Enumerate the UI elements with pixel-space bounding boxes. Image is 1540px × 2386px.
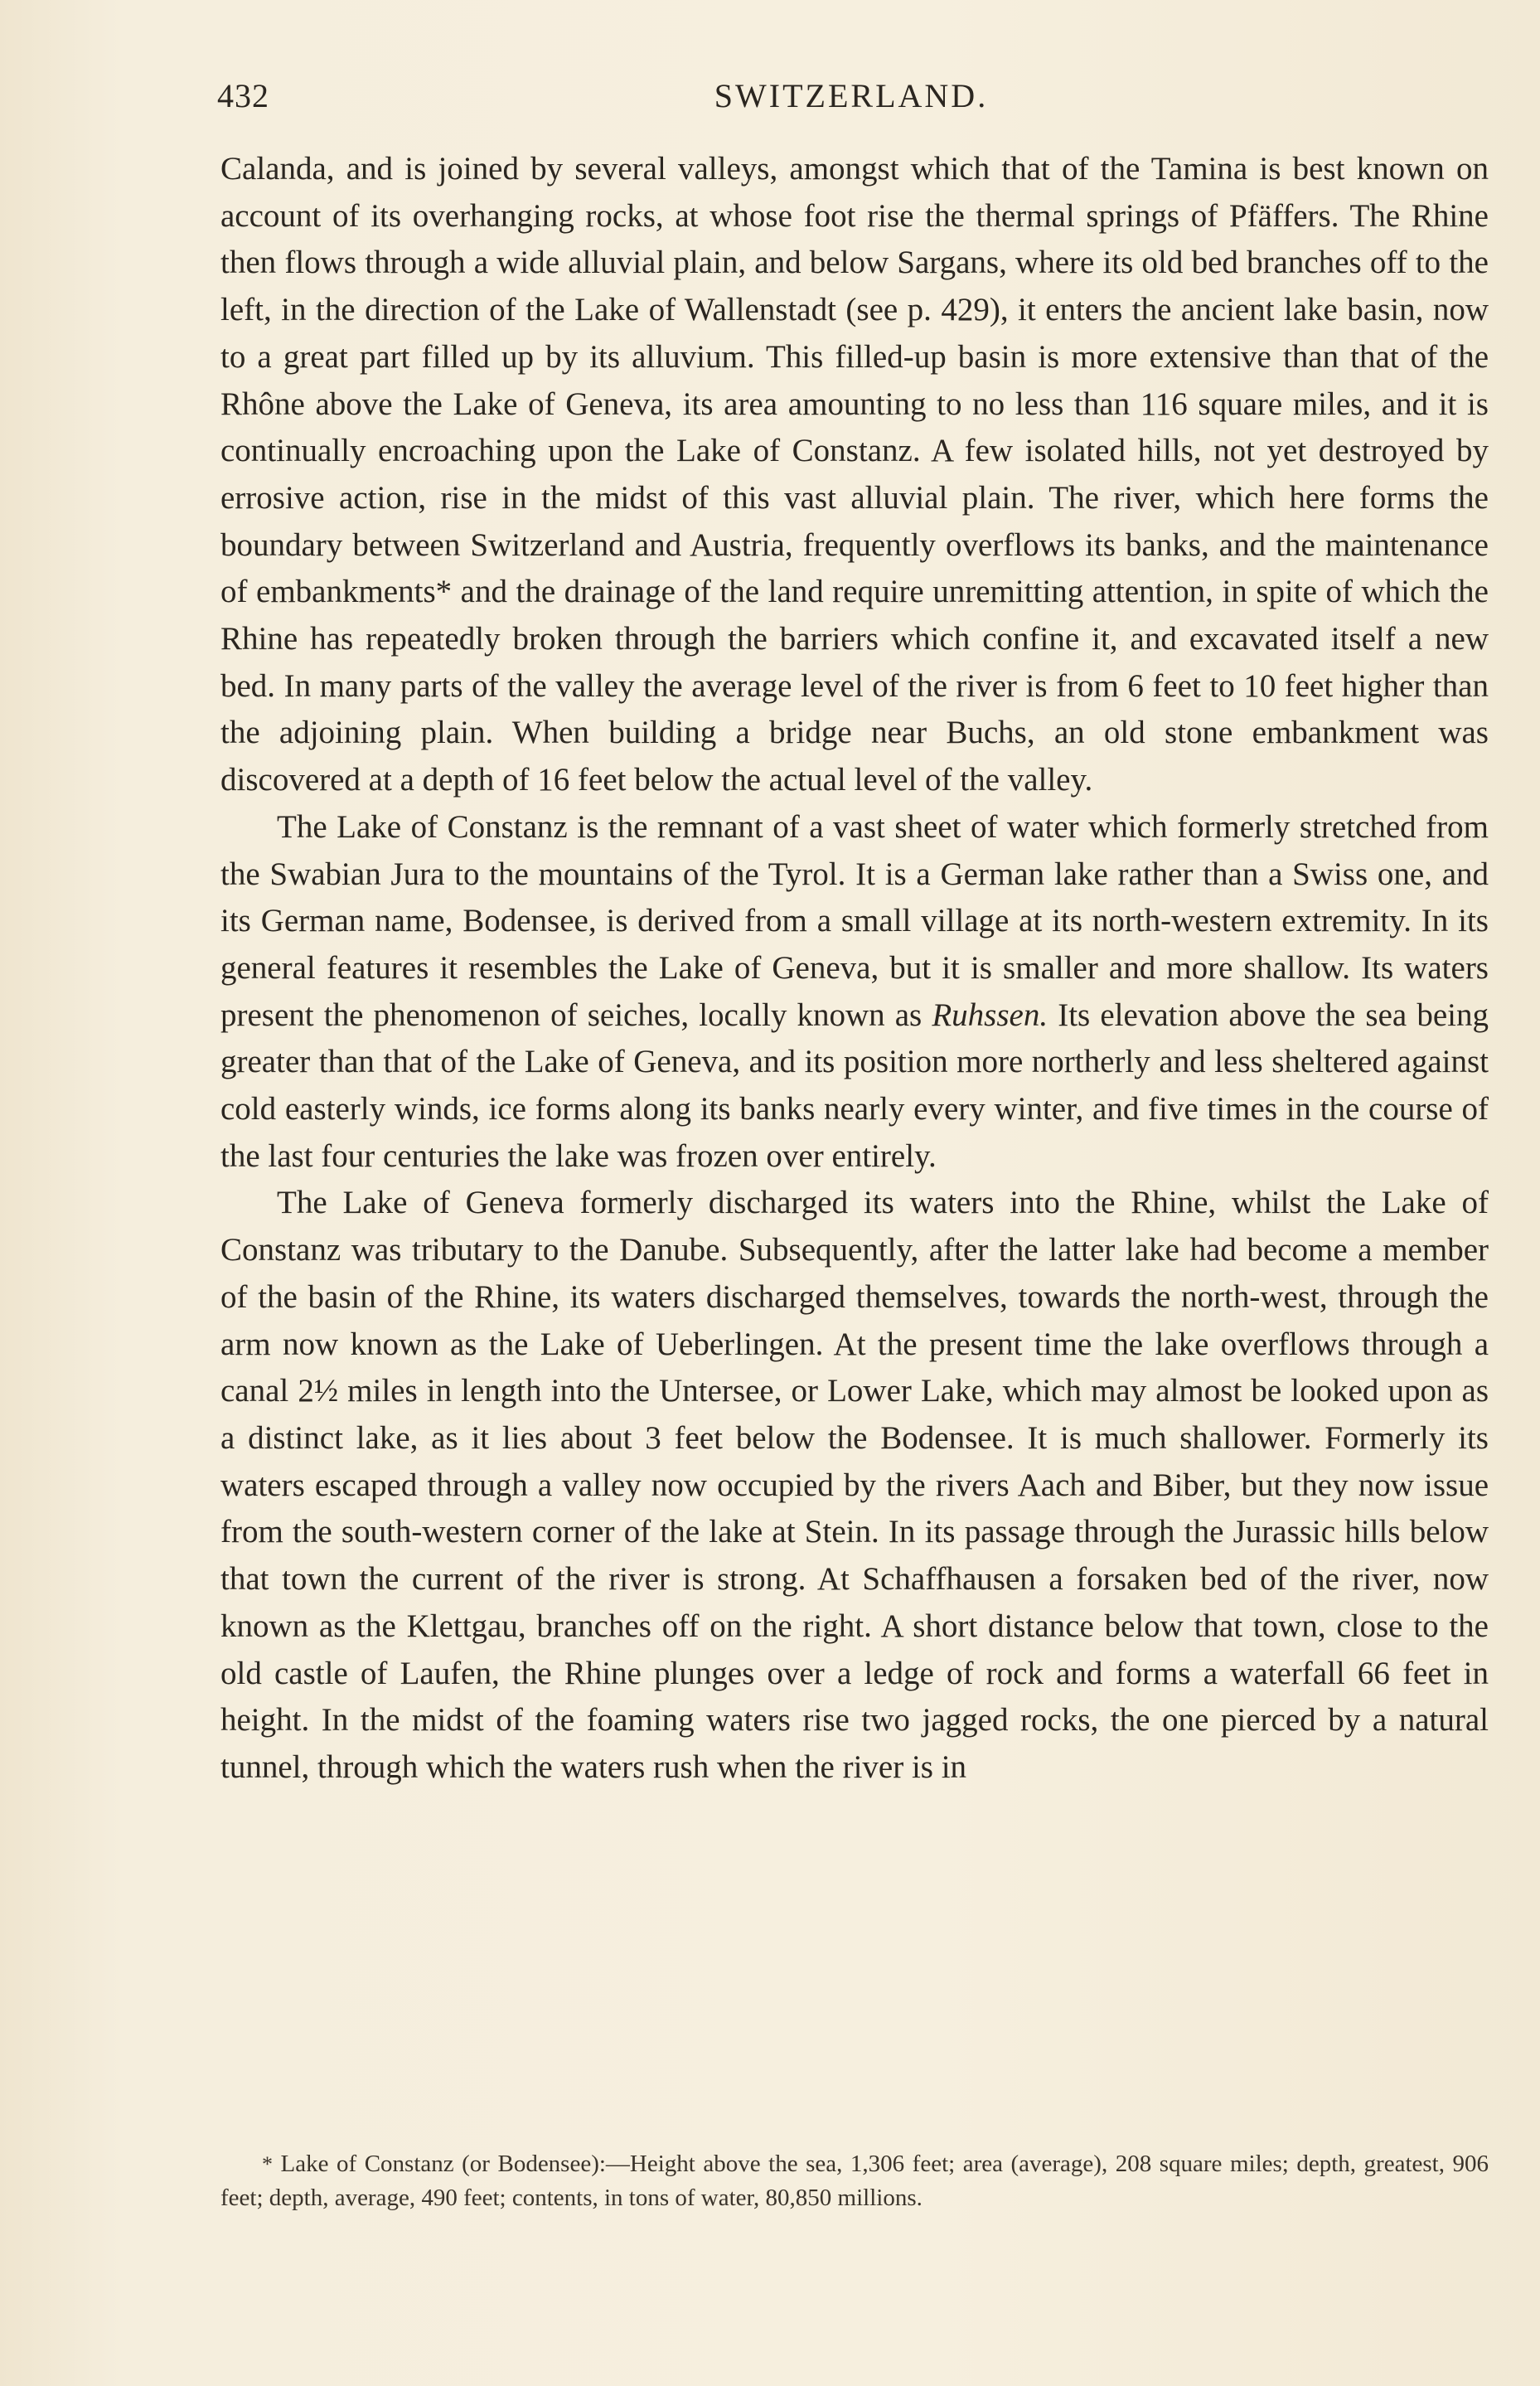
running-title: SWITZERLAND. (714, 77, 989, 114)
paragraph-2-text-rest: Its elevation above the sea being greater than that of the Lake of Geneva, and its position more northerly and less sheltered against cold easterly winds, ice forms along its banks nearly every winter, and five times in the course of the last four centuries the lake was frozen over entirely. (220, 997, 1489, 1174)
footnote-mark: * (262, 2152, 273, 2176)
paragraph-1-text: Calanda, and is joined by several valleys, amongst which that of the Tamina is best known on account of its overhanging rocks, at whose foot rise the thermal springs of Pfäffers. The Rhine then flows through a wide alluvial plain, and below Sargans, where its old bed branches off to the left, in the direction of the Lake of Wallenstadt (see p. 429), it enters the ancient lake basin, now to a great part filled up by its alluvium. This filled-up basin is more extensive than that of the Rhône above the Lake of Geneva, its area amounting to no less than 116 square miles, and it is continually encroaching upon the Lake of Constanz. A few isolated hills, not yet destroyed by errosive action, rise in the midst of this vast alluvial plain. The river, which here forms the boundary between Switzerland and Austria, frequently overflows its banks, and the maintenance of embankments (220, 151, 1489, 610)
italic-term: Ruhssen. (932, 997, 1048, 1033)
page-header (217, 76, 1485, 118)
footnote (220, 2147, 1489, 2214)
paragraph-1-text-rest: and the drainage of the land require unremitting attention, in spite of which the Rhine has repeatedly broken through the barriers which confine it, and excavated itself a new bed. In many parts of the valley the average level of the river is from 6 feet to 10 feet higher than the adjoining plain. When building a bridge near Buchs, an old stone embankment was discovered at a depth of 16 feet below the actual level of the valley. (220, 574, 1489, 798)
page-number: 432 (217, 77, 269, 114)
footnotes (220, 2147, 1489, 2214)
paragraph-2 (220, 804, 1489, 1181)
paragraph-2-text: The Lake of Constanz is the remnant of a vast sheet of water which formerly stretched from the Swabian Jura to the mountains of the Tyrol. It is a German lake rather than a Swiss one, and its German name, Bodensee, is derived from a small village at its north-western extremity. In its general features it resembles the Lake of Geneva, but it is smaller and more shallow. Its waters present the phenomenon of seiches, locally known as (220, 808, 1489, 1033)
footnote-text: Lake of Constanz (or Bodensee):—Height above the sea, 1,306 feet; area (average), 208 square miles; depth, greatest, 906 feet; depth, average, 490 feet; contents, in tons of water, 80,850 millions. (220, 2151, 1489, 2211)
paragraph-3-text: The Lake of Geneva formerly discharged its waters into the Rhine, whilst the Lake of Constanz was tributary to the Danube. Subsequently, after the latter lake had become a member of the basin of the Rhine, its waters discharged themselves, towards the north-west, through the arm now known as the Lake of Ueberlingen. At the present time the lake overflows through a canal 2½ miles in length into the Untersee, or Lower Lake, which may almost be looked upon as a distinct lake, as it lies about 3 feet below the Bodensee. It is much shallower. Formerly its waters escaped through a valley now occupied by the rivers Aach and Biber, but they now issue from the south-western corner of the lake at Stein. In its passage through the Jurassic hills below that town the current of the river is strong. At Schaffhausen a forsaken bed of the river, now known as the Klettgau, branches off on the right. A short distance below that town, close to the old castle of Laufen, the Rhine plunges over a ledge of rock and forms a waterfall 66 feet in height. In the midst of the foaming waters rise two jagged rocks, the one pierced by a natural tunnel, through which the waters rush when the river is in (220, 1185, 1489, 1785)
paragraph-1 (220, 146, 1489, 804)
paragraph-3 (220, 1180, 1489, 1791)
footnote-reference: * (435, 574, 453, 610)
body-text (220, 146, 1489, 1792)
